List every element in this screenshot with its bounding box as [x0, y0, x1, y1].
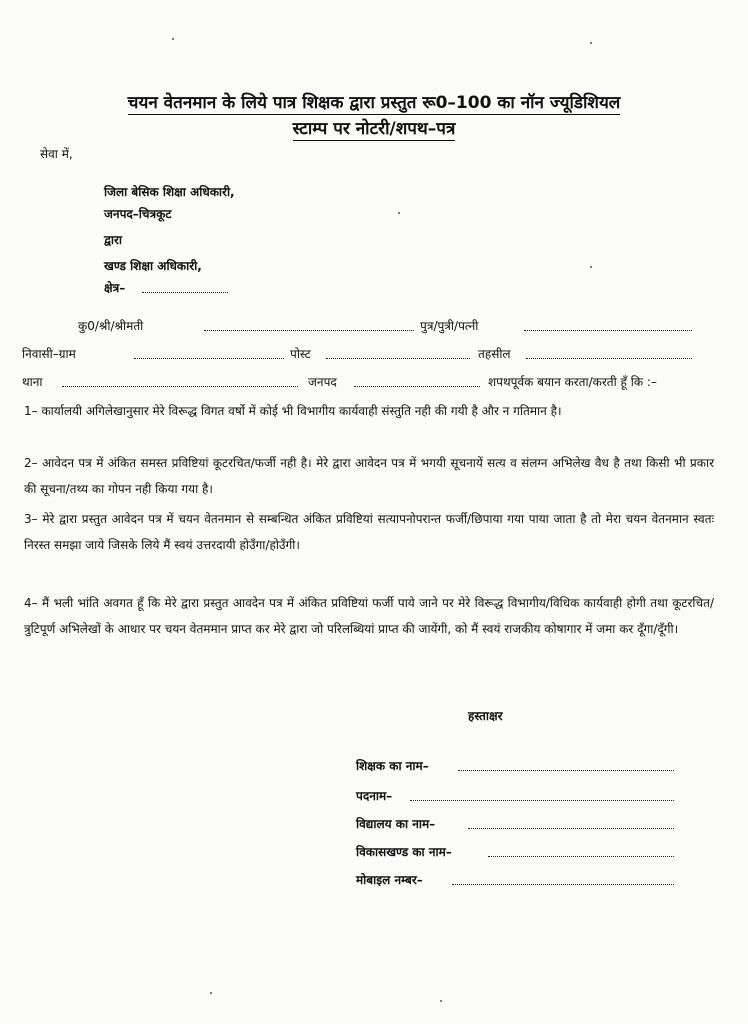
declaration-3: 3– मेरे द्वारा प्रस्तुत आवेदन पत्र में चयन वेतनमान से सम्बन्धित अंकित प्रविष्टियां सत्यापनोपरान्त फर्जी/छिपाया गया पाया जाता है तो मेरा चयन वेतनमान स्वतः निरस्त समझा जाये जिसके लिये मैं स्वयं उत्तरदायी होउँगा/होउँगी।	[24, 512, 714, 552]
scan-speck	[172, 38, 174, 40]
addressee-line-3: खण्ड शिक्षा अधिकारी,	[104, 259, 202, 273]
area-label: क्षेत्र–	[104, 281, 126, 295]
thana-blank	[62, 376, 298, 387]
thana-label: थाना	[22, 375, 43, 389]
declaration-2: 2– आवेदन पत्र में अंकित समस्त प्रविष्टियां कूटरचित/फर्जी नही है। मेरे द्वारा आवेदन पत्र में भगयी सूचनायें सत्य व संलग्न अभिलेख वैध है तथा किसी भी प्रकार की सूचना/तथ्य का गोपन नही किया गया है।	[24, 456, 714, 496]
name-blank	[204, 320, 414, 331]
addressee-via: द्वारा	[104, 233, 123, 247]
relation-blank	[524, 320, 692, 331]
school-name-label: विद्यालय का नाम–	[356, 817, 436, 831]
document-title-line-1: चयन वेतनमान के लिये पात्र शिक्षक द्वारा प्रस्तुत रू0–100 का नॉन ज्यूडिशियल	[127, 93, 621, 113]
mobile-blank	[452, 874, 674, 885]
declaration-4: 4– मैं भली भांति अवगत हूँ कि मेरे द्वारा प्रस्तुत आवदेन पत्र में अंकित प्रविष्टियां फर्जी पाये जाने पर मेरे विरूद्ध विभागीय/विधिक कार्यवाही होगी तथा कूटरचित/त्रुटिपूर्ण अभिलेखों के आधार पर चयन वेतममान प्राप्त कर मेरे द्वारा जो परिलब्धियां प्राप्त की जायेंगी, को मैं स्वयं राजकीय कोषागार में जमा कर दूँगा/दूँगी।	[24, 596, 714, 636]
document-title-line-2: स्टाम्प पर नोटरी/शपथ–पत्र	[292, 119, 456, 139]
block-name-blank	[488, 846, 674, 857]
post-blank	[326, 348, 470, 359]
tehsil-label: तहसील	[478, 347, 511, 361]
salutation: सेवा में,	[40, 147, 73, 161]
district-label: जनपद	[308, 375, 337, 389]
mobile-label: मोबाइल नम्बर–	[356, 873, 423, 887]
scan-speck	[590, 42, 592, 44]
teacher-name-blank	[458, 760, 674, 771]
post-label: पोस्ट	[290, 347, 311, 361]
tehsil-blank	[526, 348, 692, 359]
village-label: निवासी–ग्राम	[22, 347, 76, 361]
village-blank	[134, 348, 284, 359]
designation-blank	[410, 790, 674, 801]
addressee-line-1: जिला बेसिक शिक्षा अधिकारी,	[104, 185, 235, 199]
scan-speck	[210, 992, 212, 994]
area-blank	[142, 282, 228, 293]
scan-speck	[440, 1000, 442, 1002]
oath-statement: शपथपूर्वक बयान करता/करती हूँ कि :–	[488, 375, 657, 389]
scan-speck	[590, 266, 592, 268]
relation-label: पुत्र/पुत्री/पत्नी	[420, 319, 479, 333]
designation-label: पदनाम–	[356, 789, 393, 803]
name-label: कु0/श्री/श्रीमती	[78, 319, 144, 333]
block-name-label: विकासखण्ड का नाम–	[356, 845, 452, 859]
declaration-1: 1– कार्यालयी अगिलेखानुसार मेरे विरूद्ध विगत वर्षो में कोई भी विभागीय कार्यवाही संस्तुति नही की गयी है और न गतिमान है।	[24, 404, 562, 418]
addressee-line-2: जनपद–चित्रकूट	[104, 207, 172, 221]
teacher-name-label: शिक्षक का नाम–	[356, 759, 429, 773]
district-blank	[354, 376, 480, 387]
school-name-blank	[468, 818, 674, 829]
signature-heading: हस्ताक्षर	[468, 709, 503, 723]
scan-speck	[398, 212, 400, 214]
